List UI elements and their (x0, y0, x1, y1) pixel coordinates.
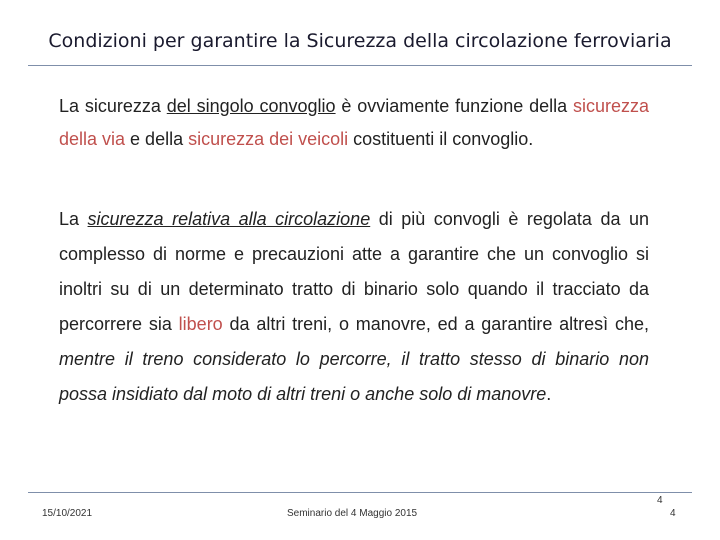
paragraph-vehicle-safety (59, 90, 649, 156)
para2-text-3: da altri treni, o manovre, ed a garantire altresì che, (222, 314, 649, 334)
para1-text-2: è ovviamente funzione della (335, 96, 573, 116)
para1-highlight-track-safety: sicurezza della via (59, 96, 649, 149)
footer-slide-number: 4 (670, 508, 676, 519)
para2-italic-clause: mentre il treno considerato lo percorre, il tratto stesso di binario non possa insidiato dal moto di altri treni o anche solo di manovre (59, 349, 649, 404)
footer-divider (28, 492, 692, 493)
footer-center-text: Seminario del 4 Maggio 2015 (287, 508, 418, 519)
para2-text-4: . (546, 384, 552, 404)
para2-highlight-free: libero (178, 314, 223, 334)
para1-text-3: e della (125, 129, 189, 149)
para1-text-4: costituenti il convoglio. (348, 129, 534, 149)
title-divider (28, 65, 692, 66)
para2-text-2: di più convogli è regolata da un complesso di norme e precauzioni atte a garantire che un convoglio si inoltri su di un determinato tratto di binario solo quando il tracciato da percorrere sia (59, 209, 649, 334)
para1-underlined-convoy: del singolo convoglio (166, 96, 336, 116)
footer-date: 15/10/2021 (42, 508, 93, 519)
para1-highlight-vehicle-safety: sicurezza dei veicoli (188, 129, 349, 149)
paragraph-circulation-safety (59, 202, 649, 412)
para2-text-1: La (59, 209, 88, 229)
footer-slide-number-top: 4 (657, 495, 663, 506)
para2-underlined-relative-safety: sicurezza relativa alla circolazione (87, 209, 371, 229)
slide-title: Condizioni per garantire la Sicurezza della circolazione ferroviaria (48, 30, 672, 52)
para1-text-1: La sicurezza (59, 96, 167, 116)
